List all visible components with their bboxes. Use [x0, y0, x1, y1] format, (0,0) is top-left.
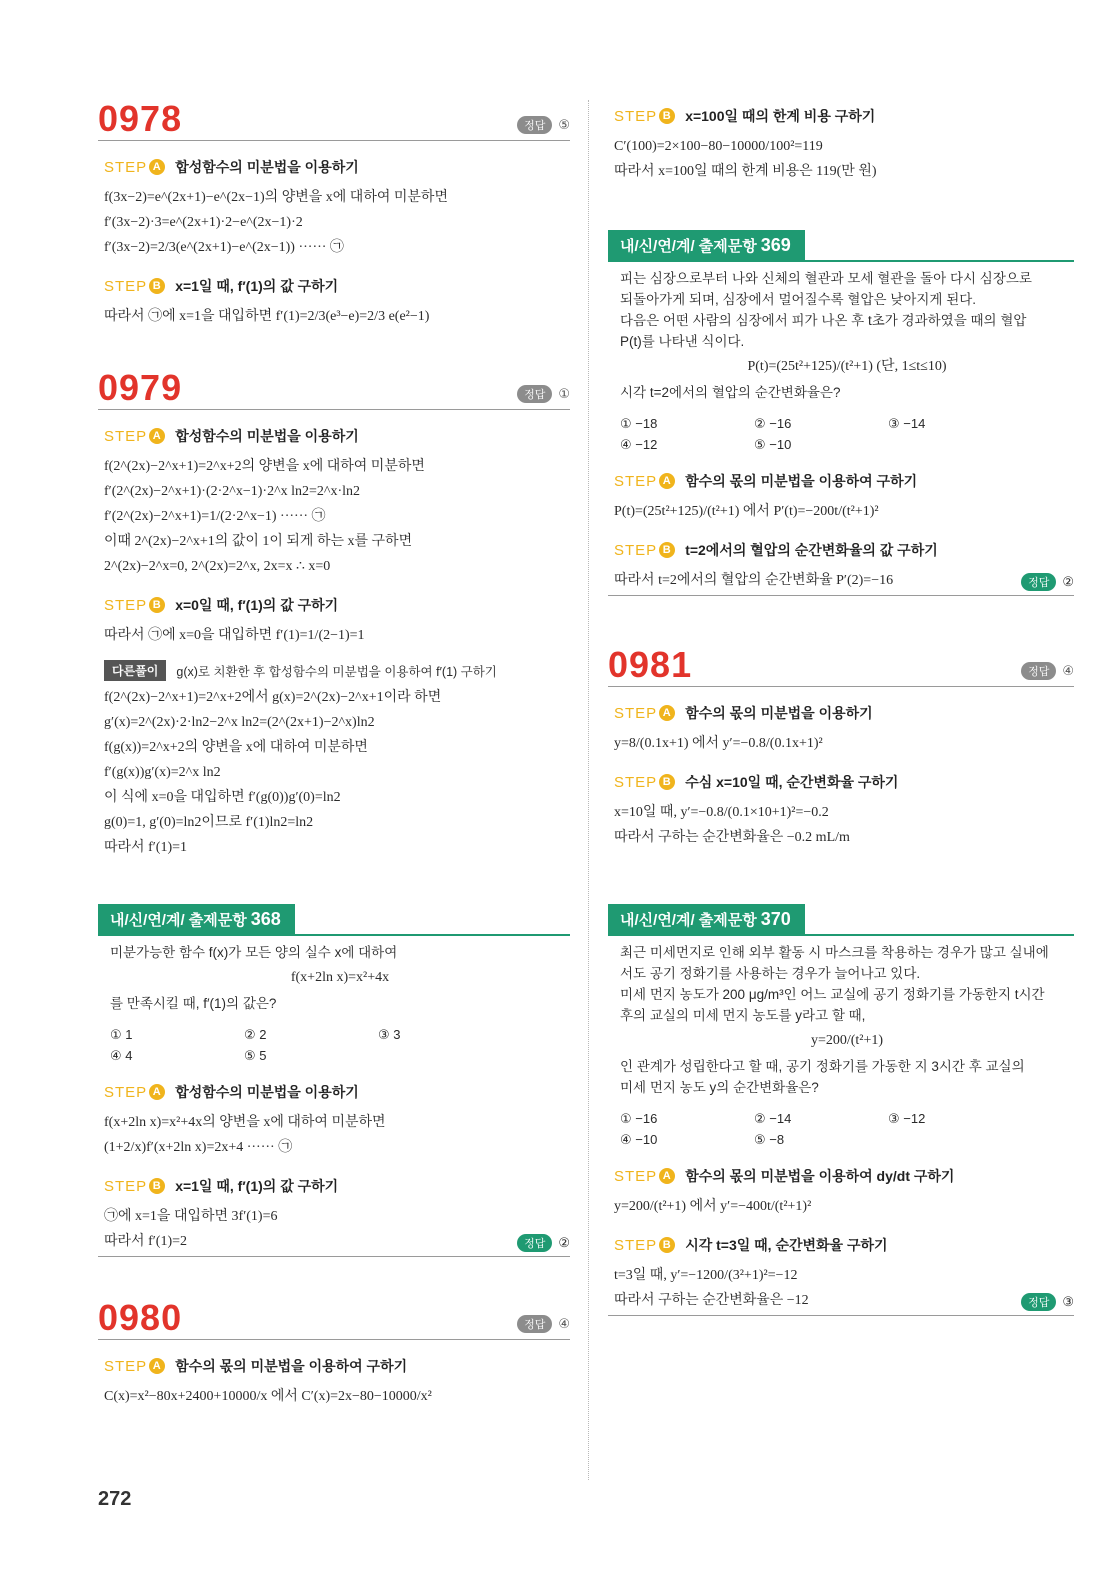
step-b-heading	[614, 540, 1074, 560]
question-text: 후의 교실의 미세 먼지 농도를 y라고 할 때,	[620, 1008, 866, 1023]
choice: ② −16	[754, 416, 792, 431]
solution-line: 따라서 x=100일 때의 한계 비용은 119(만 원)	[614, 164, 877, 179]
step-title: x=0일 때, f′(1)의 값 구하기	[175, 597, 339, 613]
choice: ⑤ −10	[754, 437, 792, 452]
step-title: 시각 t=3일 때, 순간변화율 구하기	[685, 1237, 888, 1253]
problem-0978	[98, 100, 570, 329]
question-equation: P(t)=(25t²+125)/(t²+1) (단, 1≤t≤10)	[747, 359, 947, 374]
step-tag: STEP B	[614, 1237, 675, 1254]
answer-badge: 정답	[1021, 662, 1056, 680]
step-a-heading	[614, 1166, 1074, 1186]
answer-badge: 정답	[1021, 1293, 1056, 1311]
choice: ⑤ −8	[754, 1132, 785, 1147]
step-title: 함수의 몫의 미분법을 이용하여 구하기	[175, 1358, 408, 1374]
solution-line: g(0)=1, g′(0)=ln2이므로 f′(1)ln2=ln2	[104, 815, 314, 830]
solution-line: 이 식에 x=0을 대입하면 f′(g(0))g′(0)=ln2	[104, 790, 341, 805]
choice: ④ 4	[110, 1048, 133, 1063]
question-equation: f(x+2ln x)=x²+4x	[290, 970, 390, 985]
exam-number: 370	[760, 909, 791, 929]
step-b-heading	[104, 276, 570, 296]
choice: ① −16	[620, 1111, 658, 1126]
answer-badge: 정답	[517, 385, 552, 403]
answer-badge: 정답	[517, 1315, 552, 1333]
solution-line: y=200/(t²+1) 에서 y′=−400t/(t²+1)²	[614, 1199, 812, 1214]
solution-line: ㉠에 x=1을 대입하면 3f′(1)=6	[104, 1209, 278, 1224]
exam-number: 369	[760, 235, 791, 255]
solution-line: f′(2^(2x)−2^x+1)=1/(2·2^x−1) ······ ㉠	[104, 509, 326, 524]
problem-0981	[608, 646, 1074, 850]
choice: ② 2	[244, 1027, 267, 1042]
linked-exam-370	[608, 904, 1074, 1316]
choice: ② −14	[754, 1111, 792, 1126]
problem-number: 0980	[98, 1297, 183, 1338]
problem-header	[98, 369, 570, 410]
choice: ③ −12	[888, 1111, 926, 1126]
step-tag: STEP B	[614, 108, 675, 125]
step-letter-icon: B	[659, 1237, 675, 1253]
alternative-solution-heading	[104, 660, 570, 681]
answer-value: ②	[558, 1235, 570, 1250]
step-title: 함수의 몫의 미분법을 이용하기	[685, 705, 873, 721]
step-b-heading	[614, 772, 1074, 792]
solution-line: y=8/(0.1x+1) 에서 y′=−0.8/(0.1x+1)²	[614, 736, 823, 751]
choice: ① −18	[620, 416, 658, 431]
problem-0980	[98, 1299, 570, 1409]
step-tag: STEP A	[614, 1168, 675, 1185]
solution-line: g′(x)=2^(2x)·2·ln2−2^x ln2=(2^(2x+1)−2^x)ln2	[104, 715, 375, 730]
page-number: 272	[98, 1488, 132, 1510]
problem-header	[98, 100, 570, 141]
step-letter-icon: B	[149, 1178, 165, 1194]
step-a-heading	[104, 1082, 570, 1102]
problem-0979	[98, 369, 570, 860]
step-tag: STEP A	[104, 428, 165, 445]
answer-value: ②	[1062, 574, 1074, 589]
choice: ④ −10	[620, 1132, 658, 1147]
step-b-heading	[614, 106, 1074, 126]
step-title: x=1일 때, f′(1)의 값 구하기	[175, 1178, 339, 1194]
answer-value: ④	[558, 1316, 570, 1331]
linked-exam-368	[98, 904, 570, 1257]
step-title: x=100일 때의 한계 비용 구하기	[685, 108, 876, 124]
left-column	[98, 100, 570, 1409]
answer-badge: 정답	[517, 116, 552, 134]
question-text: 시각 t=2에서의 혈압의 순간변화율은?	[620, 385, 841, 400]
solution-line: x=10일 때, y′=−0.8/(0.1×10+1)²=−0.2	[614, 805, 829, 820]
solution-line: f(x+2ln x)=x²+4x의 양변을 x에 대하여 미분하면	[104, 1115, 386, 1130]
answer-indicator	[517, 1315, 570, 1337]
step-letter-icon: A	[659, 1168, 675, 1184]
exam-label: 내/신/연/계/ 출제문항 369	[608, 230, 805, 260]
step-tag: STEP A	[104, 1084, 165, 1101]
column-divider	[588, 100, 589, 1480]
step-tag: STEP B	[104, 1178, 165, 1195]
problem-number: 0978	[98, 98, 183, 139]
question-text: 미세 먼지 농도 y의 순간변화율은?	[620, 1080, 819, 1095]
step-letter-icon: A	[659, 705, 675, 721]
solution-line: f(3x−2)=e^(2x+1)−e^(2x−1)의 양변을 x에 대하여 미분하면	[104, 190, 448, 205]
solution-line: 따라서 f′(1)=2	[104, 1234, 188, 1249]
exam-question	[98, 936, 570, 1066]
answer-indicator	[517, 385, 570, 407]
answer-badge: 정답	[517, 1234, 552, 1252]
step-tag: STEP B	[614, 542, 675, 559]
solution-line: f′(3x−2)=2/3(e^(2x+1)−e^(2x−1)) ······ ㉠	[104, 240, 344, 255]
choice: ⑤ 5	[244, 1048, 267, 1063]
step-a-heading	[614, 703, 1074, 723]
solution-line: f(g(x))=2^x+2의 양변을 x에 대하여 미분하면	[104, 740, 368, 755]
solution-line: f′(3x−2)·3=e^(2x+1)·2−e^(2x−1)·2	[104, 215, 303, 230]
choice: ③ −14	[888, 416, 926, 431]
solution-line: 따라서 구하는 순간변화율은 −12	[614, 1293, 809, 1308]
question-text: 피는 심장으로부터 나와 신체의 혈관과 모세 혈관을 돌아 다시 심장으로	[620, 271, 1032, 286]
choice: ③ 3	[378, 1027, 401, 1042]
question-equation: y=200/(t²+1)	[810, 1033, 884, 1048]
solution-line: (1+2/x)f′(x+2ln x)=2x+4 ······ ㉠	[104, 1140, 293, 1155]
choice: ① 1	[110, 1027, 133, 1042]
step-title: 합성함수의 미분법을 이용하기	[175, 428, 359, 444]
alternative-title: g(x)로 치환한 후 합성함수의 미분법을 이용하여 f′(1) 구하기	[176, 664, 497, 679]
answer-choices	[620, 1108, 1074, 1150]
solution-line: 이때 2^(2x)−2^x+1의 값이 1이 되게 하는 x를 구하면	[104, 534, 413, 549]
answer-choices	[110, 1024, 570, 1066]
answer-badge: 정답	[1021, 573, 1056, 591]
exam-header	[608, 230, 1074, 262]
problem-header	[608, 646, 1074, 687]
solution-line: C′(100)=2×100−80−10000/100²=119	[614, 139, 823, 154]
step-tag: STEP A	[104, 159, 165, 176]
step-a-heading	[614, 471, 1074, 491]
alternative-tag: 다른풀이	[104, 660, 166, 681]
answer-value: ④	[1062, 663, 1074, 678]
solution-line: f′(2^(2x)−2^x+1)·(2·2^x−1)·2^x ln2=2^x·ln2	[104, 484, 361, 499]
solution-line: f(2^(2x)−2^x+1)=2^x+2에서 g(x)=2^(2x)−2^x+1이라 하면	[104, 690, 442, 705]
step-b-heading	[104, 595, 570, 615]
solution-line: f′(g(x))g′(x)=2^x ln2	[104, 765, 221, 780]
step-b-heading	[614, 1235, 1074, 1255]
problem-0980-continued	[608, 106, 1074, 184]
exam-question	[608, 936, 1074, 1150]
step-b-heading	[104, 1176, 570, 1196]
exam-question	[608, 262, 1074, 455]
step-letter-icon: B	[659, 774, 675, 790]
problem-header	[98, 1299, 570, 1340]
solution-line: 따라서 ㉠에 x=1을 대입하면 f′(1)=2/3(e³−e)=2/3 e(e²−1)	[104, 309, 430, 324]
step-letter-icon: A	[149, 1084, 165, 1100]
step-a-heading	[104, 426, 570, 446]
question-text: 되돌아가게 되며, 심장에서 멀어질수록 혈압은 낮아지게 된다.	[620, 292, 977, 307]
linked-exam-369	[608, 230, 1074, 596]
step-letter-icon: B	[659, 108, 675, 124]
question-text: 를 만족시킬 때, f′(1)의 값은?	[110, 996, 277, 1011]
step-letter-icon: B	[149, 597, 165, 613]
step-title: 수심 x=10일 때, 순간변화율 구하기	[685, 774, 899, 790]
step-letter-icon: A	[149, 1358, 165, 1374]
question-text: P(t)를 나타낸 식이다.	[620, 334, 745, 349]
answer-indicator	[517, 116, 570, 138]
exam-header	[98, 904, 570, 936]
step-tag: STEP A	[104, 1358, 165, 1375]
exam-label: 내/신/연/계/ 출제문항 370	[608, 904, 805, 934]
step-letter-icon: A	[149, 159, 165, 175]
question-text: 미세 먼지 농도가 200 μg/m³인 어느 교실에 공기 정화기를 가동한지 t시간	[620, 987, 1045, 1002]
question-text: 최근 미세먼지로 인해 외부 활동 시 마스크를 착용하는 경우가 많고 실내에	[620, 945, 1049, 960]
solution-line: t=3일 때, y′=−1200/(3²+1)²=−12	[614, 1268, 798, 1283]
answer-value: ⑤	[558, 117, 570, 132]
question-text: 서도 공기 정화기를 사용하는 경우가 늘어나고 있다.	[620, 966, 921, 981]
exam-label: 내/신/연/계/ 출제문항 368	[98, 904, 295, 934]
step-title: 함수의 몫의 미분법을 이용하여 구하기	[685, 473, 918, 489]
exam-header	[608, 904, 1074, 936]
step-letter-icon: B	[659, 542, 675, 558]
step-title: 합성함수의 미분법을 이용하기	[175, 159, 359, 175]
solution-line: 따라서 구하는 순간변화율은 −0.2 mL/m	[614, 830, 850, 845]
step-tag: STEP B	[104, 278, 165, 295]
step-tag: STEP B	[614, 774, 675, 791]
question-text: 인 관계가 성립한다고 할 때, 공기 정화기를 가동한 지 3시간 후 교실의	[620, 1059, 1025, 1074]
step-tag: STEP B	[104, 597, 165, 614]
step-a-heading	[104, 157, 570, 177]
step-tag: STEP A	[614, 705, 675, 722]
problem-number: 0979	[98, 367, 183, 408]
solution-line: C(x)=x²−80x+2400+10000/x 에서 C′(x)=2x−80−10000/x²	[104, 1389, 432, 1404]
solution-line: 따라서 ㉠에 x=0을 대입하면 f′(1)=1/(2−1)=1	[104, 628, 365, 643]
step-a-heading	[104, 1356, 570, 1376]
answer-indicator	[1021, 662, 1074, 684]
question-text: 다음은 어떤 사람의 심장에서 피가 나온 후 t초가 경과하였을 때의 혈압	[620, 313, 1027, 328]
answer-choices	[620, 413, 1074, 455]
step-title: 함수의 몫의 미분법을 이용하여 dy/dt 구하기	[685, 1168, 955, 1184]
step-letter-icon: A	[659, 473, 675, 489]
choice: ④ −12	[620, 437, 658, 452]
step-title: t=2에서의 혈압의 순간변화율의 값 구하기	[685, 542, 938, 558]
right-column	[608, 100, 1074, 1316]
question-text: 미분가능한 함수 f(x)가 모든 양의 실수 x에 대하여	[110, 945, 398, 960]
problem-number: 0981	[608, 644, 693, 685]
solution-line: 따라서 f′(1)=1	[104, 840, 188, 855]
step-title: x=1일 때, f′(1)의 값 구하기	[175, 278, 339, 294]
solution-line: 따라서 t=2에서의 혈압의 순간변화율 P′(2)=−16	[614, 573, 894, 588]
solution-line: P(t)=(25t²+125)/(t²+1) 에서 P′(t)=−200t/(t²+1)²	[614, 504, 879, 519]
solution-line: f(2^(2x)−2^x+1)=2^x+2의 양변을 x에 대하여 미분하면	[104, 459, 425, 474]
exam-number: 368	[250, 909, 281, 929]
step-title: 합성함수의 미분법을 이용하기	[175, 1084, 359, 1100]
answer-value: ①	[558, 386, 570, 401]
step-letter-icon: A	[149, 428, 165, 444]
step-letter-icon: B	[149, 278, 165, 294]
step-tag: STEP A	[614, 473, 675, 490]
answer-value: ③	[1062, 1294, 1074, 1309]
solution-line: 2^(2x)−2^x=0, 2^(2x)=2^x, 2x=x ∴ x=0	[104, 559, 331, 574]
